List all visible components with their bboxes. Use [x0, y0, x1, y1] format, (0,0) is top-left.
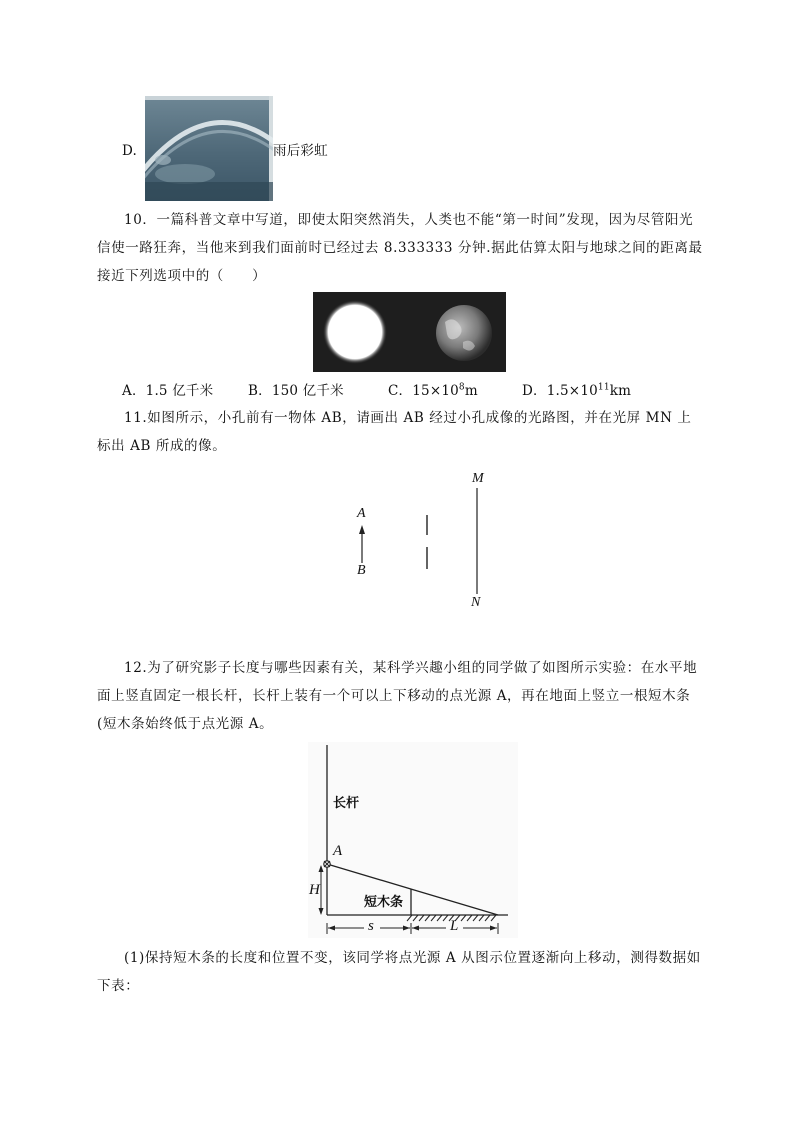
label-b: B: [357, 563, 366, 578]
label-light-a: A: [333, 843, 343, 859]
question-10-text: 10．一篇科普文章中写道，即使太阳突然消失，人类也不能“第一时间”发现，因为尽管阳光信使一路狂奔，当他来到我们面前时已经过去 8.333333 分钟.据此估算太阳与地球之间的距离最接近下列选项中的（ ）: [97, 212, 703, 284]
option-a: A．1.5 亿千米: [122, 383, 214, 399]
option-b: B．150 亿千米: [248, 383, 344, 399]
label-l: L: [450, 918, 459, 934]
label-s: s: [368, 918, 374, 934]
object-arrow-icon: [359, 525, 365, 534]
option-d: D．$1.5\times 10^{11}km$: [522, 382, 632, 399]
label-n: N: [471, 595, 481, 610]
label-h: H: [309, 882, 320, 898]
option-d-label: D.: [122, 143, 138, 159]
label-short-stick: 短木条: [364, 895, 404, 910]
question-11-text: 11.如图所示，小孔前有一物体 AB，请画出 AB 经过小孔成像的光路图，并在光屏 MN 上标出 AB 所成的像。: [97, 410, 692, 454]
question-12-text: 12.为了研究影子长度与哪些因素有关，某科学兴趣小组的同学做了如图所示实验：在水平地面上竖直固定一根长杆，长杆上装有一个可以上下移动的点光源 A，再在地面上竖立一根短木条(短木条始终低于点光源 A。: [97, 660, 698, 732]
pinhole-diagram: [340, 468, 500, 618]
label-a: A: [357, 506, 366, 521]
label-m: M: [472, 471, 484, 486]
question-10-options: [122, 381, 722, 401]
shadow-diagram: [308, 742, 518, 938]
rainbow-photo: [145, 96, 273, 201]
sun-earth-image: [313, 292, 506, 372]
question-12-sub1: (1)保持短木条的长度和位置不变，该同学将点光源 A 从图示位置逐渐向上移动，测得数据如下表：: [97, 950, 701, 994]
label-pole: 长杆: [333, 796, 360, 811]
option-d-caption: 雨后彩虹: [273, 143, 328, 159]
option-c: C．$15\times 10^8m$: [388, 382, 478, 399]
